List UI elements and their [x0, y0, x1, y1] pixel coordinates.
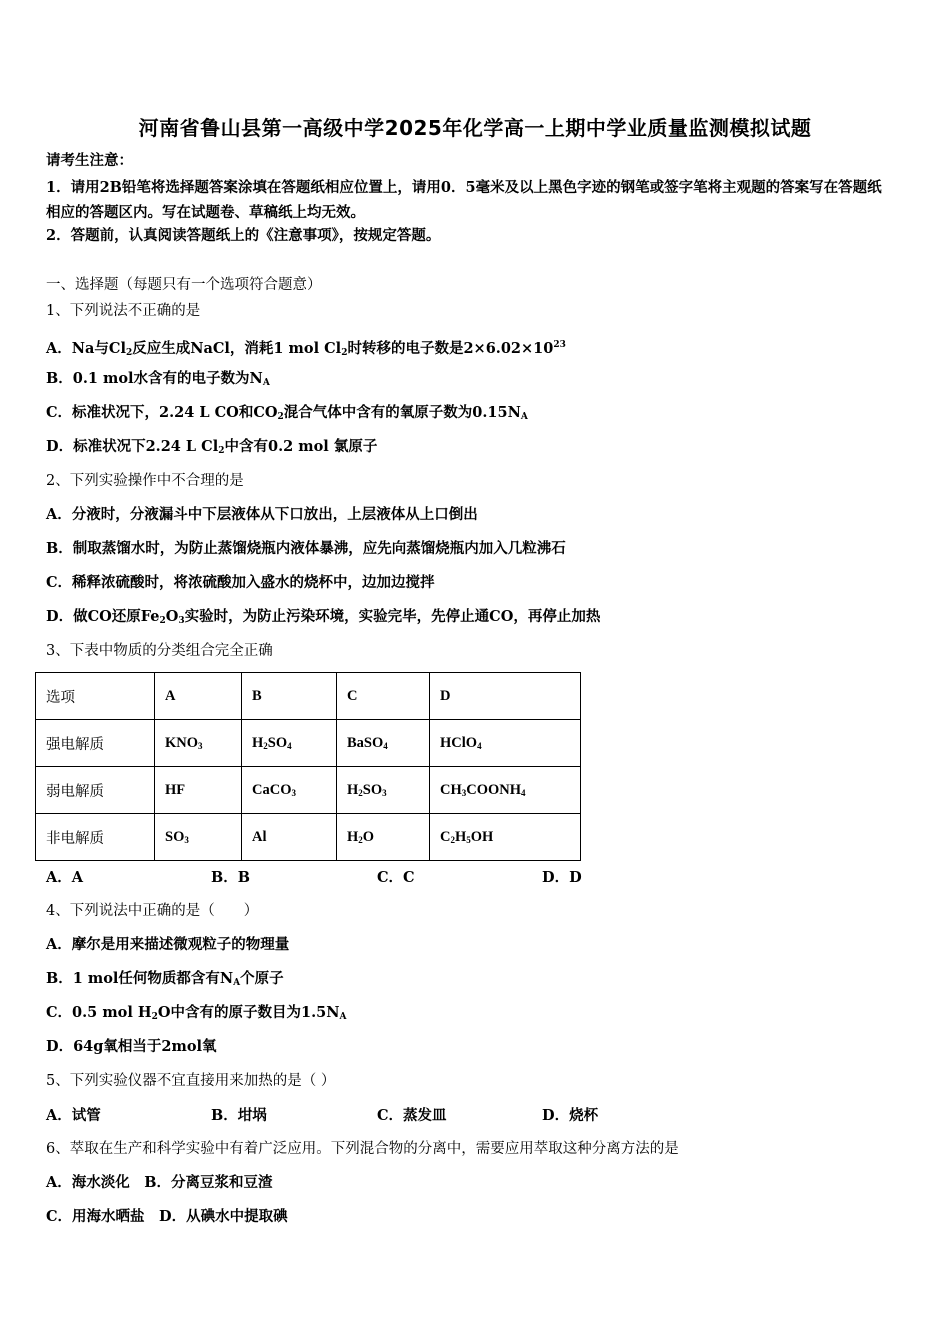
row-label: 强电解质 — [36, 720, 155, 767]
table-header-cell: 选项 — [36, 673, 155, 720]
q3-option-b: B．B — [211, 869, 251, 886]
q4-stem: 4、下列说法中正确的是（ ） — [46, 903, 259, 919]
q1-option-d: D．标准状况下2.24 L $Cl_2$中含有0.2 mol 氯原子 — [46, 438, 378, 456]
table-cell: $H_2SO_4$ — [242, 720, 337, 767]
q2-option-c: C．稀释浓硫酸时，将浓硫酸加入盛水的烧杯中，边加边搅拌 — [46, 574, 435, 591]
table-header-cell: B — [242, 673, 337, 720]
q1-option-b: B．0.1 mol水含有的电子数为$N_A$ — [46, 370, 270, 388]
table-cell: $H_2SO_3$ — [337, 767, 430, 814]
q6-options-ab: A．海水淡化 B．分离豆浆和豆渣 — [46, 1174, 273, 1191]
q1-option-c: C．标准状况下，2.24 L CO和$CO_2$混合气体中含有的氧原子数为$0.15N_A$ — [46, 404, 528, 422]
table-cell: $CH_3COONH_4$ — [430, 767, 581, 814]
notice-item-2: 2．答题前，认真阅读答题纸上的《注意事项》，按规定答题。 — [46, 227, 441, 244]
q3-option-c: C．C — [377, 869, 415, 886]
table-cell: $SO_3$ — [155, 814, 242, 861]
q4-option-d: D．64g氧相当于2mol氧 — [46, 1038, 217, 1055]
row-label: 弱电解质 — [36, 767, 155, 814]
q1-option-a: A．Na与$Cl_2$反应生成NaCl，消耗1 mol $Cl_2$时转移的电子数是$2\times 6.02\times 10^{23}$ — [46, 340, 566, 358]
table-cell: HF — [155, 767, 242, 814]
q1-stem: 1、下列说法不正确的是 — [46, 303, 201, 319]
table-cell: Al — [242, 814, 337, 861]
q4-option-a: A．摩尔是用来描述微观粒子的物理量 — [46, 936, 290, 953]
table-cell: CaCO$_3$ — [242, 767, 337, 814]
q5-option-a: A．试管 — [46, 1107, 101, 1124]
q5-option-b: B．坩埚 — [211, 1107, 267, 1124]
notice-item-1: 1．请用2B铅笔将选择题答案涂填在答题纸相应位置上，请用0．5毫米及以上黑色字迹的钢笔或签字笔将主观题的答案写在答题纸相应的答题区内。写在试题卷、草稿纸上均无效。 — [46, 179, 882, 221]
q4-option-c: C．0.5 mol $H_2O$中含有的原子数目为$1.5N_A$ — [46, 1004, 347, 1022]
table-row — [36, 767, 581, 814]
q5-option-c: C．蒸发皿 — [377, 1107, 447, 1124]
q2-stem: 2、下列实验操作中不合理的是 — [46, 473, 244, 489]
table-header-cell: C — [337, 673, 430, 720]
q3-stem: 3、下表中物质的分类组合完全正确 — [46, 643, 273, 659]
q5-stem: 5、下列实验仪器不宜直接用来加热的是（ ） — [46, 1073, 336, 1089]
q5-option-d: D．烧杯 — [542, 1107, 599, 1124]
section-heading: 一、选择题（每题只有一个选项符合题意） — [46, 277, 322, 293]
q6-options-cd: C．用海水晒盐 D．从碘水中提取碘 — [46, 1208, 288, 1225]
table-cell: $C_2H_5OH$ — [430, 814, 581, 861]
table-header-cell: A — [155, 673, 242, 720]
table-row — [36, 720, 581, 767]
table-cell: $H_2O$ — [337, 814, 430, 861]
q2-option-d: D．做CO还原$Fe_2O_3$实验时，为防止污染环境，实验完毕，先停止通CO，再停止加热 — [46, 608, 601, 626]
q4-option-b: B．1 mol任何物质都含有$N_A$个原子 — [46, 970, 284, 988]
table-header-cell: D — [430, 673, 581, 720]
q3-option-a: A．A — [46, 869, 84, 886]
notice-heading: 请考生注意： — [46, 152, 133, 169]
q2-option-a: A．分液时，分液漏斗中下层液体从下口放出，上层液体从上口倒出 — [46, 506, 478, 523]
q3-option-d: D．D — [542, 869, 582, 886]
table-cell: $KNO_3$ — [155, 720, 242, 767]
table-header-row — [36, 673, 581, 720]
table-cell: HClO$_4$ — [430, 720, 581, 767]
q6-stem: 6、萃取在生产和科学实验中有着广泛应用。下列混合物的分离中，需要应用萃取这种分离方法的是 — [46, 1141, 679, 1157]
q2-option-b: B．制取蒸馏水时，为防止蒸馏烧瓶内液体暴沸，应先向蒸馏烧瓶内加入几粒沸石 — [46, 540, 566, 557]
page-title: 河南省鲁山县第一高级中学2025年化学高一上期中学业质量监测模拟试题 — [138, 116, 812, 140]
table-row — [36, 814, 581, 861]
table-cell: BaSO$_4$ — [337, 720, 430, 767]
row-label: 非电解质 — [36, 814, 155, 861]
classification-table — [35, 672, 581, 861]
